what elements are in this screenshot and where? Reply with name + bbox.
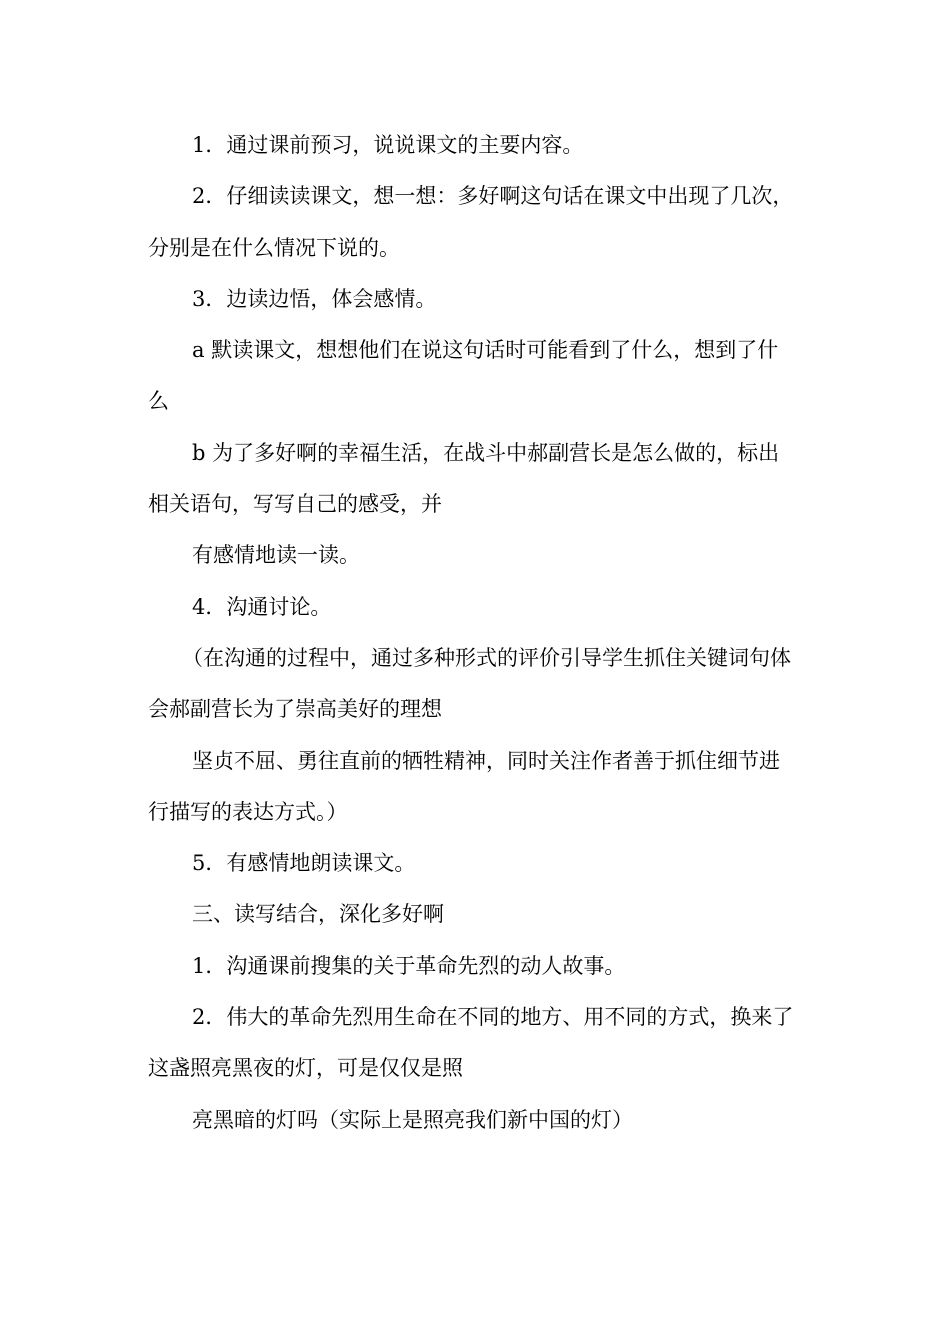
paragraph-section3-step-2-continued: 亮黑暗的灯吗（实际上是照亮我们新中国的灯）: [192, 1107, 633, 1132]
paragraph-section3-step-2: 2．伟大的革命先烈用生命在不同的地方、用不同的方式，换来了这盏照亮黑夜的灯，可是仅仅是照: [148, 1005, 794, 1081]
paragraph-section3-step-1: 1．沟通课前搜集的关于革命先烈的动人故事。: [192, 953, 626, 978]
paragraph-step-2: 2．仔细读读课文，想一想：多好啊这句话在课文中出现了几次，分别是在什么情况下说的。: [148, 184, 794, 260]
paragraph-step-1: 1．通过课前预习，说说课文的主要内容。: [192, 133, 584, 157]
paragraph-sub-a: a 默读课文，想想他们在说这句话时可能看到了什么，想到了什么: [148, 338, 779, 414]
document-body: [148, 120, 798, 1146]
paragraph-step-5: 5．有感情地朗读课文。: [192, 851, 416, 876]
section-heading-three: 三、读写结合，深化多好啊: [192, 902, 444, 927]
paragraph-sub-b-continued: 有感情地读一读。: [192, 543, 360, 568]
paragraph-step-3: 3．边读边悟，体会感情。: [192, 286, 437, 311]
paragraph-sub-b: b 为了多好啊的幸福生活，在战斗中郝副营长是怎么做的，标出相关语句，写写自己的感受，并: [148, 440, 780, 517]
paragraph-discussion-note-continued: 坚贞不屈、勇往直前的牺牲精神，同时关注作者善于抓住细节进行描写的表达方式。）: [148, 748, 780, 824]
paragraph-discussion-note: （在沟通的过程中，通过多种形式的评价引导学生抓住关键词句体会郝副营长为了崇高美好的理想: [148, 645, 791, 722]
paragraph-step-4: 4．沟通讨论。: [192, 594, 332, 619]
